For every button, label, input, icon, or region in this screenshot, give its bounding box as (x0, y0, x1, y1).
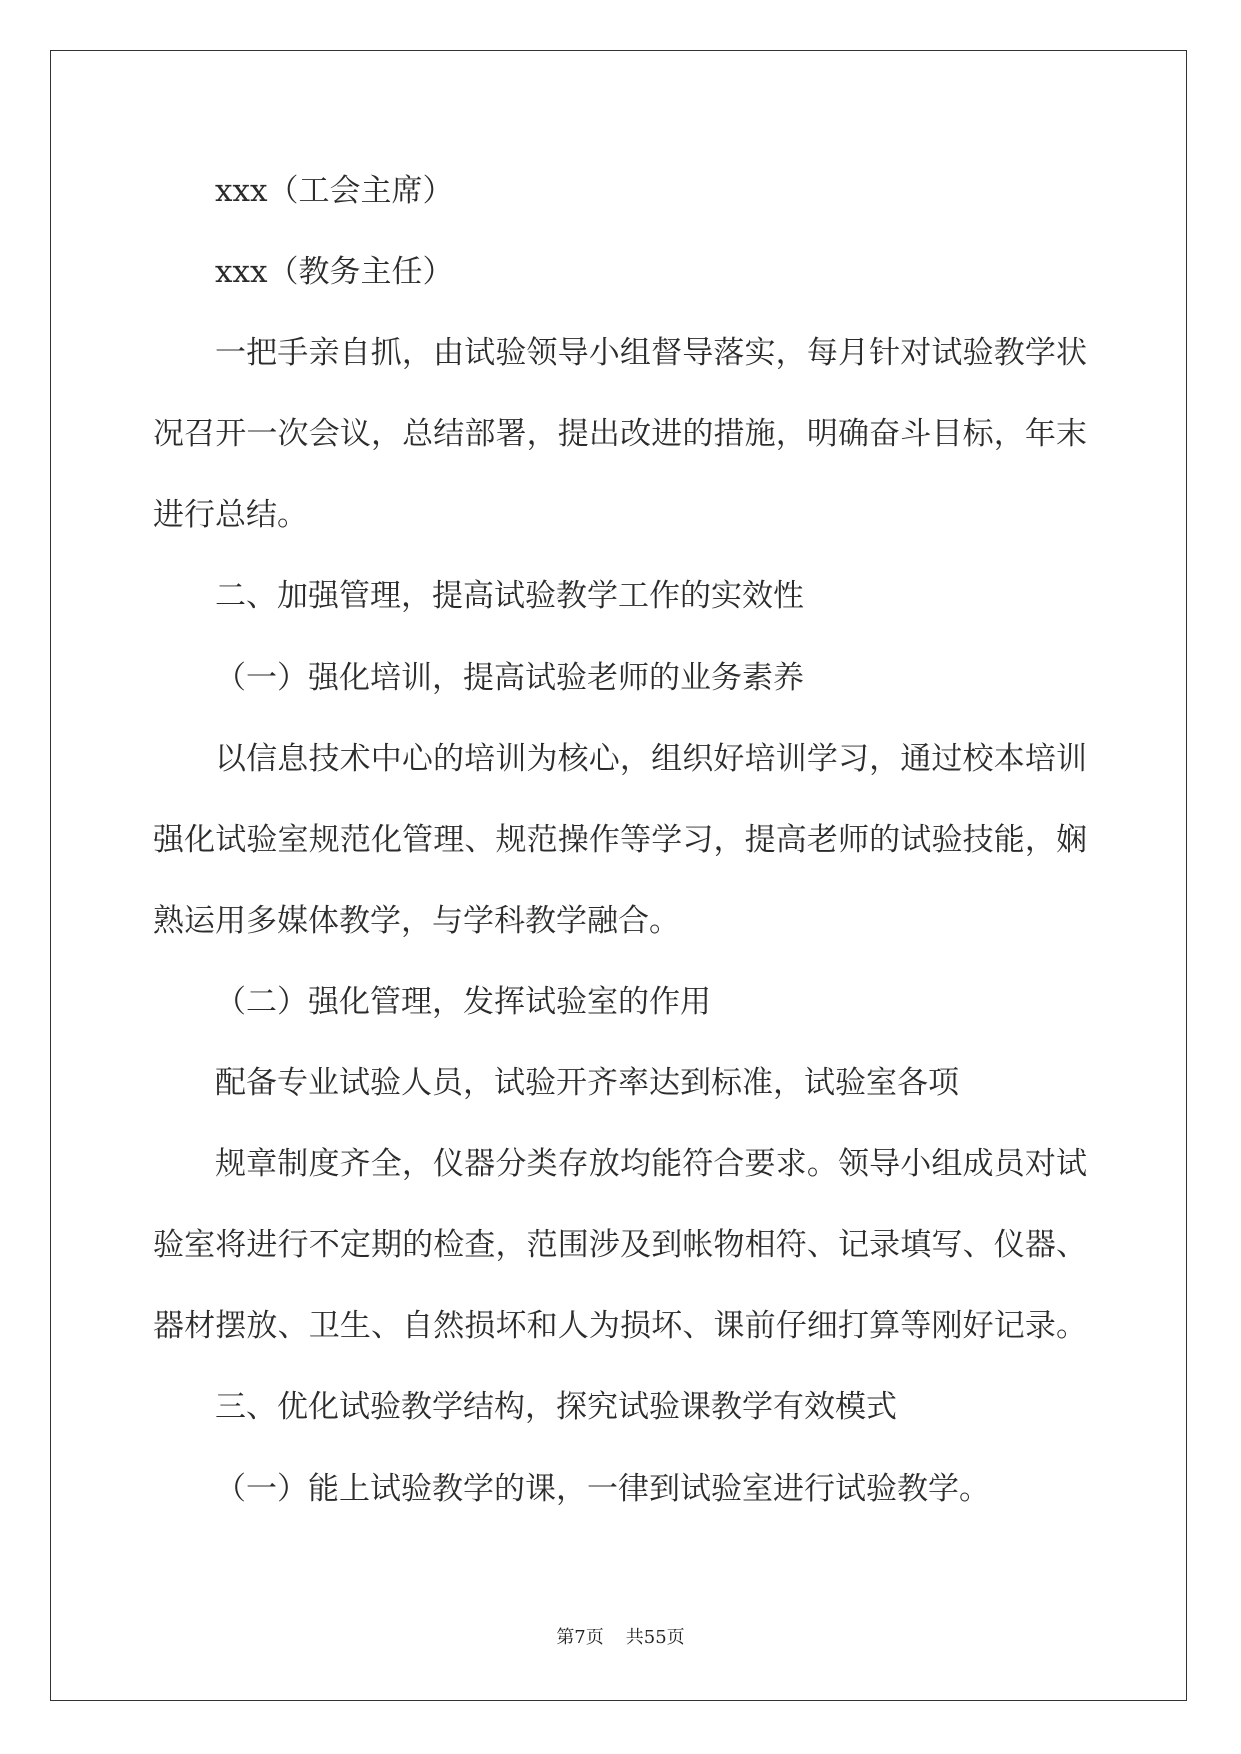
text-line: （二）强化管理，发挥试验室的作用 (215, 983, 711, 1020)
paragraph (153, 719, 1087, 962)
text-line: 配备专业试验人员，试验开齐率达到标准，试验室各项 (215, 1065, 959, 1102)
subsection-heading (153, 962, 1087, 1043)
text-line: （一）强化培训，提高试验老师的业务素养 (215, 659, 804, 696)
subsection-heading (153, 638, 1087, 719)
text-line: 熟运用多媒体教学，与学科教学融合。 (153, 902, 680, 939)
page-total: 共55页 (625, 1627, 685, 1648)
text-line: 器材摆放、卫生、自然损坏和人为损坏、课前仔细打算等刚好记录。 (153, 1308, 1087, 1345)
text-line: 规章制度齐全，仪器分类存放均能符合要求。领导小组成员对试 (215, 1146, 1087, 1183)
subsection-heading (153, 1449, 1087, 1530)
paragraph-member-union-chair (153, 151, 1087, 232)
document-body (153, 151, 1087, 1530)
paragraph-member-academic-director (153, 232, 1087, 313)
text-line: 三、优化试验教学结构，探究试验课教学有效模式 (215, 1389, 897, 1426)
paragraph (153, 313, 1087, 556)
text-line: 以信息技术中心的培训为核心，组织好培训学习，通过校本培训 (215, 740, 1087, 777)
text-line: xxx（教务主任） (215, 254, 454, 291)
section-heading (153, 556, 1087, 637)
paragraph (153, 1124, 1087, 1367)
page-footer (0, 1625, 1241, 1651)
page-number: 第7页 (556, 1627, 604, 1648)
text-line: （一）能上试验教学的课，一律到试验室进行试验教学。 (215, 1470, 990, 1507)
text-line: 进行总结。 (153, 497, 308, 534)
text-line: 二、加强管理，提高试验教学工作的实效性 (215, 578, 804, 615)
text-line: xxx（工会主席） (215, 173, 454, 209)
text-line: 况召开一次会议，总结部署，提出改进的措施，明确奋斗目标，年末 (153, 416, 1087, 453)
paragraph (153, 1043, 1087, 1124)
text-line: 一把手亲自抓，由试验领导小组督导落实，每月针对试验教学状 (215, 335, 1087, 372)
text-line: 强化试验室规范化管理、规范操作等学习，提高老师的试验技能，娴 (153, 821, 1087, 858)
text-line: 验室将进行不定期的检查，范围涉及到帐物相符、记录填写、仪器、 (153, 1227, 1087, 1264)
section-heading (153, 1367, 1087, 1448)
